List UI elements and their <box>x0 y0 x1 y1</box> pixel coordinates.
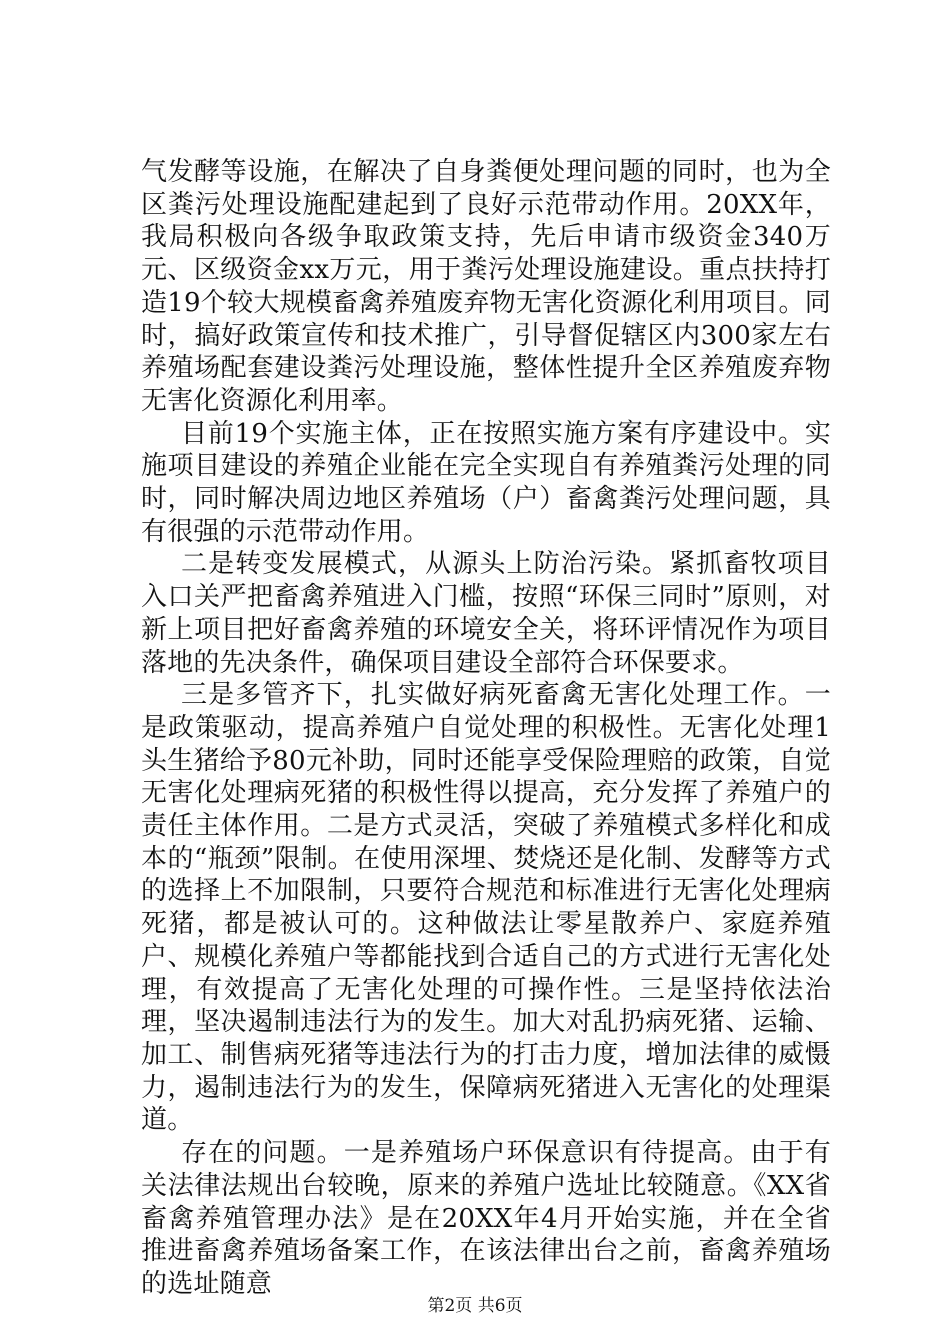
document-body <box>141 156 831 1301</box>
paragraph-implementation-status: 目前19个实施主体，正在按照实施方案有序建设中。实施项目建设的养殖企业能在完全实现自有养殖粪污处理的同时，同时解决周边地区养殖场（户）畜禽粪污处理问题，具有很强的示范带动作用。 <box>141 418 831 547</box>
paragraph-continuation: 气发酵等设施，在解决了自身粪便处理问题的同时，也为全区粪污处理设施配建起到了良好示范带动作用。20XX年，我局积极向各级争取政策支持，先后申请市级资金340万元、区级资金xx万元，用于粪污处理设施建设。重点扶持打造19个较大规模畜禽养殖废弃物无害化资源化利用项目。同时，搞好政策宣传和技术推广，引导督促辖区内300家左右养殖场配套建设粪污处理设施，整体性提升全区养殖废弃物无害化资源化利用率。 <box>141 157 831 416</box>
paragraph-harmless-treatment: 三是多管齐下，扎实做好病死畜禽无害化处理工作。一是政策驱动，提高养殖户自觉处理的积极性。无害化处理1头生猪给予80元补助，同时还能享受保险理赔的政策，自觉无害化处理病死猪的积极性得以提高，充分发挥了养殖户的责任主体作用。二是方式灵活，突破了养殖模式多样化和成本的“瓶颈”限制。在使用深埋、焚烧还是化制、发酵等方式的选择上不加限制，只要符合规范和标准进行无害化处理病死猪，都是被认可的。这种做法让零星散养户、家庭养殖户、规模化养殖户等都能找到合适自己的方式进行无害化处理，有效提高了无害化处理的可操作性。三是坚持依法治理，坚决遏制违法行为的发生。加大对乱扔病死猪、运输、加工、制售病死猪等违法行为的打击力度，增加法律的威慑力，遏制违法行为的发生，保障病死猪进入无害化的处理渠道。 <box>141 680 831 1136</box>
paragraph-development-model: 二是转变发展模式，从源头上防治污染。紧抓畜牧项目入口关严把畜禽养殖进入门槛，按照“环保三同时”原则，对新上项目把好畜禽养殖的环境安全关，将环评情况作为项目落地的先决条件，确保项目建设全部符合环保要求。 <box>141 549 831 678</box>
page-number-footer: 第2页 共6页 <box>427 1296 523 1316</box>
paragraph-existing-problems: 存在的问题。一是养殖场户环保意识有待提高。由于有关法律法规出台较晚，原来的养殖户选址比较随意。《XX省畜禽养殖管理办法》是在20XX年4月开始实施，并在全省推进畜禽养殖场备案工作，在该法律出台之前，畜禽养殖场的选址随意 <box>141 1138 831 1299</box>
